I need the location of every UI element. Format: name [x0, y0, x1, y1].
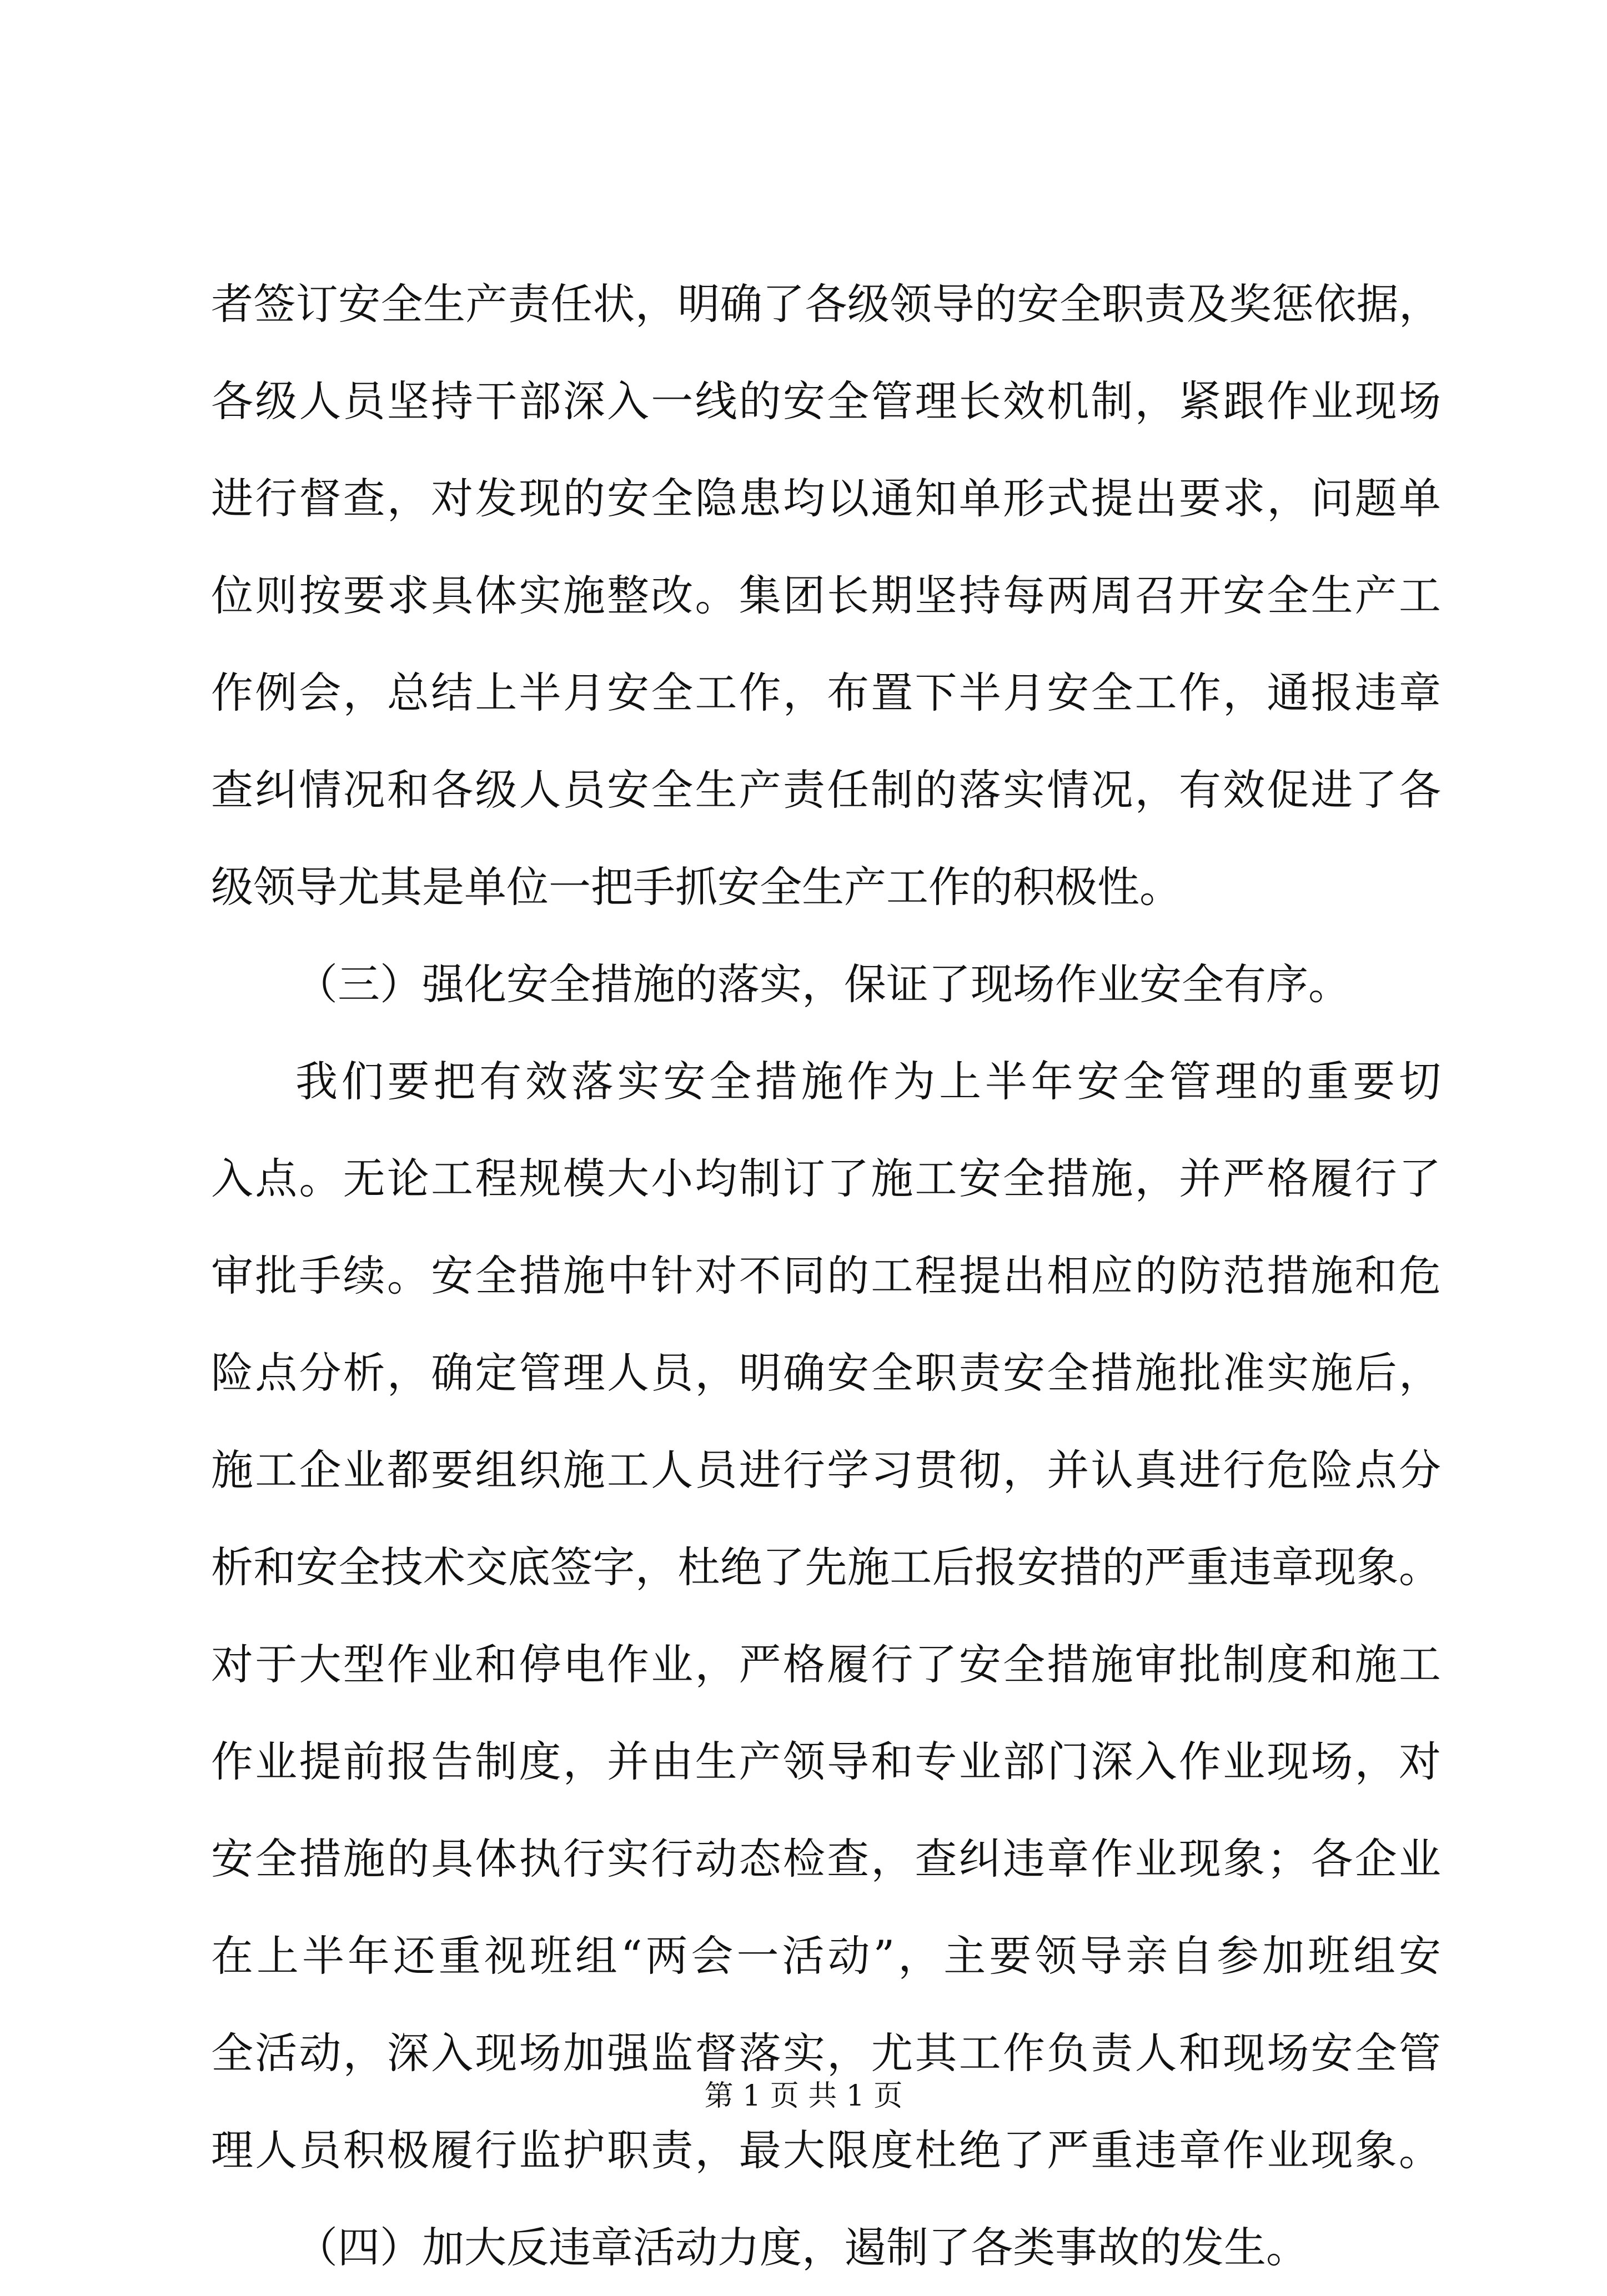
text-line: 析和安全技术交底签字，杜绝了先施工后报安措的严重违章现象。 — [211, 1543, 1441, 1592]
section-heading: （四）加大反违章活动力度，遏制了各类事故的发生。 — [295, 2223, 1308, 2272]
paragraph-first-line: 我们要把有效落实安全措施作为上半年安全管理的重要切 — [295, 1057, 1441, 1106]
text-line: 位则按要求具体实施整改。集团长期坚持每两周召开安全生产工 — [211, 571, 1441, 620]
text-line: 施工企业都要组织施工人员进行学习贯彻，并认真进行危险点分 — [211, 1445, 1441, 1495]
text-line: 理人员积极履行监护职责，最大限度杜绝了严重违章作业现象。 — [211, 2126, 1441, 2175]
text-line: 者签订安全生产责任状，明确了各级领导的安全职责及奖惩依据， — [211, 279, 1441, 329]
text-line: 对于大型作业和停电作业，严格履行了安全措施审批制度和施工 — [211, 1640, 1441, 1689]
text-line: 全活动，深入现场加强监督落实，尤其工作负责人和现场安全管 — [211, 2028, 1441, 2078]
page-number: 第 1 页 共 1 页 — [704, 2079, 903, 2113]
text-line: 进行督查，对发现的安全隐患均以通知单形式提出要求，问题单 — [211, 474, 1441, 523]
text-line: 作业提前报告制度，并由生产领导和专业部门深入作业现场，对 — [211, 1737, 1441, 1786]
text-line: 作例会，总结上半月安全工作，布置下半月安全工作，通报违章 — [211, 668, 1441, 717]
text-line: 安全措施的具体执行实行动态检查，查纠违章作业现象；各企业 — [211, 1834, 1441, 1883]
text-line: 级领导尤其是单位一把手抓安全生产工作的积极性。 — [211, 862, 1182, 912]
text-line: 查纠情况和各级人员安全生产责任制的落实情况，有效促进了各 — [211, 765, 1441, 815]
text-line: 在上半年还重视班组“两会一活动”，主要领导亲自参加班组安 — [211, 1931, 1441, 1981]
text-line: 审批手续。安全措施中针对不同的工程提出相应的防范措施和危 — [211, 1251, 1441, 1300]
document-body — [211, 255, 1441, 2296]
text-line: 险点分析，确定管理人员，明确安全职责安全措施批准实施后， — [211, 1348, 1441, 1398]
text-line: 入点。无论工程规模大小均制订了施工安全措施，并严格履行了 — [211, 1154, 1441, 1203]
section-heading: （三）强化安全措施的落实，保证了现场作业安全有序。 — [295, 959, 1350, 1009]
text-line: 各级人员坚持干部深入一线的安全管理长效机制，紧跟作业现场 — [211, 376, 1441, 426]
